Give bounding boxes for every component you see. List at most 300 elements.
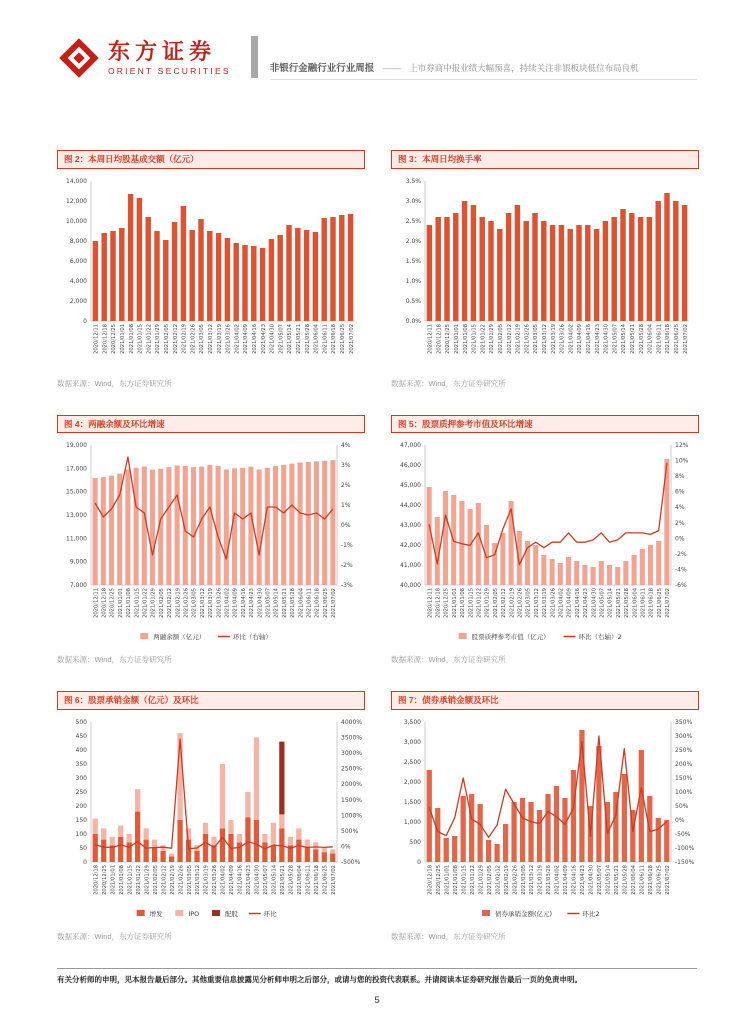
svg-text:7,000: 7,000: [69, 582, 87, 590]
svg-text:13,000: 13,000: [66, 512, 87, 520]
orient-securities-logo: [57, 36, 231, 80]
svg-text:2021/04/30: 2021/04/30: [588, 864, 595, 895]
svg-text:2021/02/12: 2021/02/12: [501, 588, 508, 619]
figure-5-title: 图 5：股票质押参考市值及环比增速: [391, 415, 699, 434]
svg-text:2021/03/12: 2021/03/12: [195, 864, 202, 895]
svg-text:8%: 8%: [675, 473, 685, 481]
svg-text:2021/06/25: 2021/06/25: [656, 864, 663, 895]
svg-text:2021/04/16: 2021/04/16: [574, 588, 581, 619]
figure-6-canvas: [57, 714, 365, 929]
svg-text:2021/02/19: 2021/02/19: [175, 588, 182, 619]
svg-text:2021/05/07: 2021/05/07: [263, 864, 270, 895]
svg-text:2021/01/08: 2021/01/08: [126, 588, 133, 619]
svg-text:2020/12/18: 2020/12/18: [93, 864, 100, 895]
svg-text:2021/03/05: 2021/03/05: [533, 323, 540, 354]
svg-text:2021/03/26: 2021/03/26: [546, 864, 553, 895]
page-number: 5: [374, 995, 380, 1006]
svg-text:2021/03/19: 2021/03/19: [542, 588, 549, 619]
svg-text:2020/12/11: 2020/12/11: [427, 323, 434, 354]
svg-text:2021/04/23: 2021/04/23: [583, 588, 590, 619]
svg-text:2021/04/16: 2021/04/16: [571, 864, 578, 895]
svg-text:2021/05/21: 2021/05/21: [281, 588, 288, 619]
svg-text:2021/06/04: 2021/06/04: [647, 323, 654, 354]
svg-text:350: 350: [75, 760, 87, 768]
svg-text:10,000: 10,000: [66, 217, 87, 225]
svg-text:2021/01/15: 2021/01/15: [468, 588, 475, 619]
svg-text:2021/01/29: 2021/01/29: [150, 588, 157, 619]
svg-text:-2%: -2%: [341, 562, 353, 570]
svg-text:2021/05/07: 2021/05/07: [612, 323, 619, 354]
svg-text:200: 200: [75, 802, 87, 810]
svg-text:4%: 4%: [341, 442, 351, 450]
figure-6-source: 数据来源：Wind，东方证券研究所: [57, 931, 172, 941]
svg-text:2021/01/22: 2021/01/22: [146, 323, 153, 354]
svg-text:2020/12/25: 2020/12/25: [435, 864, 442, 895]
figure-2-title: 图 2：本周日均股基成交额（亿元）: [57, 150, 365, 169]
svg-text:2,500: 2,500: [403, 758, 421, 766]
svg-text:2020/12/25: 2020/12/25: [111, 323, 118, 354]
svg-text:0: 0: [83, 317, 87, 325]
svg-text:2021/02/26: 2021/02/26: [178, 864, 185, 895]
figure-5-source: 数据来源：Wind，东方证券研究所: [391, 655, 506, 665]
svg-text:42,000: 42,000: [400, 542, 421, 550]
svg-text:2021/02/12: 2021/02/12: [495, 864, 502, 895]
svg-text:1,500: 1,500: [403, 798, 421, 806]
svg-text:2021/01/29: 2021/01/29: [155, 323, 162, 354]
svg-text:100%: 100%: [675, 788, 693, 796]
svg-text:6%: 6%: [675, 488, 685, 496]
svg-text:400: 400: [75, 746, 87, 754]
svg-text:2021/04/16: 2021/04/16: [240, 588, 247, 619]
svg-text:2021/05/14: 2021/05/14: [271, 864, 278, 895]
svg-text:2021/02/05: 2021/02/05: [164, 323, 170, 354]
svg-text:2021/01/08: 2021/01/08: [118, 864, 125, 895]
svg-text:2021/06/18: 2021/06/18: [314, 588, 321, 619]
svg-text:2021/06/04: 2021/06/04: [298, 588, 305, 619]
figure-4-title: 图 4：两融余额及环比增速: [57, 415, 365, 434]
svg-text:2021/04/30: 2021/04/30: [254, 864, 261, 895]
svg-text:2021/02/26: 2021/02/26: [512, 864, 519, 895]
svg-text:2021/04/02: 2021/04/02: [234, 323, 241, 354]
figure-7: [391, 691, 699, 942]
svg-text:2021/02/19: 2021/02/19: [181, 323, 188, 354]
svg-text:40,000: 40,000: [400, 582, 421, 590]
svg-text:2021/05/28: 2021/05/28: [288, 864, 295, 895]
svg-text:2021/02/12: 2021/02/12: [506, 323, 513, 354]
svg-text:3500%: 3500%: [341, 734, 362, 742]
svg-text:2021/06/25: 2021/06/25: [322, 588, 329, 619]
svg-text:2020/12/25: 2020/12/25: [445, 323, 452, 354]
svg-text:11,000: 11,000: [66, 535, 87, 543]
svg-text:配股: 配股: [225, 909, 239, 918]
orient-securities-logo-icon: [57, 36, 101, 80]
svg-text:350%: 350%: [675, 718, 693, 726]
svg-text:8,000: 8,000: [69, 237, 87, 245]
svg-text:2021/03/12: 2021/03/12: [199, 588, 206, 619]
svg-text:-100%: -100%: [675, 844, 695, 852]
svg-text:6,000: 6,000: [69, 257, 87, 265]
brand-text: [108, 40, 231, 76]
svg-text:1.5%: 1.5%: [405, 257, 421, 265]
svg-text:2021/03/12: 2021/03/12: [542, 323, 548, 354]
svg-text:45,000: 45,000: [400, 482, 421, 490]
svg-text:0: 0: [417, 858, 421, 866]
svg-text:15,000: 15,000: [66, 488, 87, 496]
brand-name-cn: 东方证券: [108, 38, 217, 64]
report-headline: 上市券商中报业绩大幅预喜，持续关注非银板块低位布局良机: [409, 63, 639, 73]
svg-text:2021/03/19: 2021/03/19: [216, 323, 223, 354]
svg-text:2021/04/23: 2021/04/23: [246, 864, 253, 895]
svg-text:2021/04/02: 2021/04/02: [554, 864, 561, 895]
svg-text:2021/03/05: 2021/03/05: [525, 588, 532, 619]
svg-text:2021/01/22: 2021/01/22: [480, 323, 487, 354]
svg-text:2%: 2%: [341, 482, 351, 490]
svg-text:2021/02/26: 2021/02/26: [183, 588, 190, 619]
svg-text:2021/04/30: 2021/04/30: [269, 323, 276, 354]
svg-text:2021/04/09: 2021/04/09: [577, 323, 584, 354]
svg-text:2021/01/22: 2021/01/22: [476, 588, 483, 619]
svg-text:2021/03/26: 2021/03/26: [216, 588, 223, 619]
svg-text:2021/03/26: 2021/03/26: [225, 323, 232, 354]
svg-text:2021/02/05: 2021/02/05: [152, 864, 159, 895]
svg-text:2021/03/05: 2021/03/05: [199, 323, 206, 354]
svg-text:2021/03/26: 2021/03/26: [550, 588, 557, 619]
svg-text:2021/06/11: 2021/06/11: [640, 588, 647, 619]
svg-text:2021/01/29: 2021/01/29: [144, 864, 151, 895]
svg-text:2021/03/12: 2021/03/12: [533, 588, 540, 619]
svg-text:2021/03/26: 2021/03/26: [212, 864, 219, 895]
svg-text:2021/01/08: 2021/01/08: [452, 864, 459, 895]
svg-text:2021/02/19: 2021/02/19: [509, 588, 516, 619]
svg-text:2021/06/25: 2021/06/25: [322, 864, 329, 895]
svg-text:2021/02/19: 2021/02/19: [503, 864, 510, 895]
svg-text:2021/05/21: 2021/05/21: [630, 323, 636, 354]
svg-text:300%: 300%: [675, 732, 693, 740]
figure-3-source: 数据来源：Wind，东方证券研究所: [391, 378, 506, 388]
svg-text:2021/02/05: 2021/02/05: [498, 323, 504, 354]
svg-text:2021/05/21: 2021/05/21: [296, 323, 302, 354]
svg-text:0%: 0%: [675, 816, 685, 824]
svg-text:两融余额（亿元）: 两融余额（亿元）: [153, 633, 206, 642]
svg-text:19,000: 19,000: [66, 442, 87, 450]
figure-3-canvas: [391, 173, 699, 376]
svg-text:12%: 12%: [675, 442, 689, 450]
svg-text:2020/12/25: 2020/12/25: [443, 588, 450, 619]
svg-text:环比（右轴）2: 环比（右轴）2: [578, 633, 622, 642]
svg-text:2.0%: 2.0%: [405, 237, 421, 245]
svg-text:2021/06/11: 2021/06/11: [656, 323, 663, 354]
svg-text:环比: 环比: [263, 909, 277, 918]
svg-text:2021/03/19: 2021/03/19: [203, 864, 210, 895]
figure-7-source: 数据来源：Wind，东方证券研究所: [391, 931, 506, 941]
svg-text:-6%: -6%: [675, 582, 687, 590]
svg-text:-1%: -1%: [341, 542, 353, 550]
svg-text:2021/01/15: 2021/01/15: [461, 864, 468, 895]
svg-text:2021/06/18: 2021/06/18: [648, 588, 655, 619]
svg-text:2021/04/23: 2021/04/23: [249, 588, 256, 619]
svg-text:450: 450: [75, 732, 87, 740]
svg-text:2021/02/19: 2021/02/19: [169, 864, 176, 895]
svg-text:2021/03/05: 2021/03/05: [186, 864, 193, 895]
svg-text:2021/06/18: 2021/06/18: [647, 864, 654, 895]
svg-text:2021/02/26: 2021/02/26: [524, 323, 531, 354]
svg-text:2021/03/19: 2021/03/19: [208, 588, 215, 619]
svg-text:2021/04/09: 2021/04/09: [243, 323, 250, 354]
svg-text:环比（右轴）: 环比（右轴）: [232, 633, 272, 642]
svg-text:2020/12/18: 2020/12/18: [435, 588, 442, 619]
svg-text:2021/05/07: 2021/05/07: [597, 864, 604, 895]
svg-text:2021/06/11: 2021/06/11: [305, 864, 312, 895]
svg-text:2021/04/02: 2021/04/02: [568, 323, 575, 354]
svg-text:2021/04/02: 2021/04/02: [224, 588, 231, 619]
svg-text:3.0%: 3.0%: [405, 197, 421, 205]
svg-text:2021/04/30: 2021/04/30: [591, 588, 598, 619]
svg-text:2020/12/25: 2020/12/25: [101, 864, 108, 895]
svg-text:3%: 3%: [341, 462, 351, 470]
svg-text:2021/06/18: 2021/06/18: [331, 323, 338, 354]
svg-text:2021/06/04: 2021/06/04: [297, 864, 304, 895]
svg-text:4000%: 4000%: [341, 718, 362, 726]
svg-text:2021/03/12: 2021/03/12: [529, 864, 536, 895]
svg-text:2021/07/02: 2021/07/02: [348, 323, 355, 354]
svg-text:2021/01/29: 2021/01/29: [489, 323, 496, 354]
svg-text:2021/03/26: 2021/03/26: [559, 323, 566, 354]
svg-text:2,000: 2,000: [403, 778, 421, 786]
svg-text:10%: 10%: [675, 457, 689, 465]
svg-text:2,000: 2,000: [69, 297, 87, 305]
figure-6: [57, 691, 365, 942]
svg-text:2021/01/22: 2021/01/22: [142, 588, 149, 619]
svg-text:2021/06/04: 2021/06/04: [632, 588, 639, 619]
svg-text:0%: 0%: [675, 535, 685, 543]
svg-text:2021/02/26: 2021/02/26: [190, 323, 197, 354]
svg-text:2021/04/02: 2021/04/02: [558, 588, 565, 619]
svg-text:2021/01/29: 2021/01/29: [484, 588, 491, 619]
svg-text:44,000: 44,000: [400, 502, 421, 510]
svg-text:2021/01/15: 2021/01/15: [134, 588, 141, 619]
svg-text:2021/04/16: 2021/04/16: [237, 864, 244, 895]
svg-text:2021/04/09: 2021/04/09: [566, 588, 573, 619]
svg-text:2021/01/08: 2021/01/08: [460, 588, 467, 619]
svg-text:150%: 150%: [675, 774, 693, 782]
svg-text:2021/06/04: 2021/06/04: [631, 864, 638, 895]
svg-text:2020/12/11: 2020/12/11: [93, 588, 100, 619]
svg-text:2021/07/02: 2021/07/02: [331, 588, 338, 619]
brand-name-en: ORIENT SECURITIES: [108, 66, 231, 77]
svg-text:47,000: 47,000: [400, 442, 421, 450]
svg-text:2021/04/16: 2021/04/16: [252, 323, 258, 354]
svg-text:2020/12/18: 2020/12/18: [436, 323, 443, 354]
svg-text:2021/04/09: 2021/04/09: [229, 864, 236, 895]
svg-text:2021/05/21: 2021/05/21: [614, 864, 621, 895]
svg-text:500%: 500%: [341, 827, 359, 835]
svg-text:17,000: 17,000: [66, 465, 87, 473]
svg-text:2021/07/02: 2021/07/02: [665, 588, 672, 619]
report-series: 非银行金融行业行业周报: [269, 63, 375, 74]
svg-text:2500%: 2500%: [341, 765, 362, 773]
svg-text:50: 50: [79, 844, 87, 852]
svg-text:2021/04/23: 2021/04/23: [594, 323, 601, 354]
svg-text:2021/06/25: 2021/06/25: [656, 588, 663, 619]
svg-text:2021/04/30: 2021/04/30: [257, 588, 264, 619]
svg-text:2020/12/11: 2020/12/11: [93, 323, 100, 354]
svg-text:2021/06/18: 2021/06/18: [665, 323, 672, 354]
svg-text:2021/05/07: 2021/05/07: [278, 323, 285, 354]
svg-text:2021/01/01: 2021/01/01: [444, 864, 451, 895]
svg-text:2021/02/12: 2021/02/12: [172, 323, 179, 354]
svg-text:1.0%: 1.0%: [405, 277, 421, 285]
svg-text:41,000: 41,000: [400, 562, 421, 570]
svg-text:2021/06/11: 2021/06/11: [639, 864, 646, 895]
page-footer: [57, 968, 697, 1007]
svg-text:-500%: -500%: [341, 858, 361, 866]
footer-disclaimer: 有关分析师的申明，见本报告最后部分。其他重要信息披露见分析师申明之后部分，或请与您的投资代表联系。并请阅读本证券研究报告最后一页的免责申明。: [57, 968, 697, 986]
svg-text:2021/04/02: 2021/04/02: [220, 864, 227, 895]
svg-text:3.5%: 3.5%: [405, 177, 421, 185]
svg-text:2021/01/01: 2021/01/01: [110, 864, 117, 895]
svg-text:3000%: 3000%: [341, 749, 362, 757]
svg-text:250%: 250%: [675, 746, 693, 754]
svg-text:0: 0: [83, 858, 87, 866]
svg-text:2021/07/02: 2021/07/02: [664, 864, 671, 895]
svg-text:2021/03/05: 2021/03/05: [191, 588, 198, 619]
svg-text:3,500: 3,500: [403, 718, 421, 726]
svg-text:2021/05/14: 2021/05/14: [621, 323, 628, 354]
figure-3: [391, 150, 699, 389]
svg-text:2021/05/14: 2021/05/14: [607, 588, 614, 619]
svg-text:2021/01/22: 2021/01/22: [469, 864, 476, 895]
svg-text:500: 500: [409, 838, 421, 846]
svg-text:债券承销金额(亿元): 债券承销金额(亿元): [495, 909, 553, 918]
svg-text:2021/01/15: 2021/01/15: [127, 864, 134, 895]
svg-text:2020/12/18: 2020/12/18: [102, 323, 109, 354]
svg-text:2021/04/09: 2021/04/09: [232, 588, 239, 619]
figure-2: [57, 150, 365, 389]
svg-text:增发: 增发: [149, 909, 163, 918]
svg-text:14,000: 14,000: [66, 177, 87, 185]
svg-text:2021/04/16: 2021/04/16: [586, 323, 592, 354]
svg-text:3,000: 3,000: [403, 738, 421, 746]
svg-text:2021/03/05: 2021/03/05: [520, 864, 527, 895]
svg-text:2020/12/18: 2020/12/18: [427, 864, 434, 895]
svg-text:2021/02/12: 2021/02/12: [167, 588, 174, 619]
svg-text:100: 100: [75, 830, 87, 838]
figure-3-title: 图 3：本周日均换手率: [391, 150, 699, 169]
svg-text:环比2: 环比2: [582, 909, 600, 918]
svg-text:9,000: 9,000: [69, 558, 87, 566]
svg-text:2021/01/29: 2021/01/29: [478, 864, 485, 895]
svg-text:2021/06/18: 2021/06/18: [313, 864, 320, 895]
figure-6-title: 图 6：股票承销金额（亿元）及环比: [57, 691, 365, 710]
svg-text:-3%: -3%: [341, 582, 353, 590]
svg-text:2021/01/22: 2021/01/22: [135, 864, 142, 895]
svg-text:2021/05/21: 2021/05/21: [280, 864, 287, 895]
svg-text:-150%: -150%: [675, 858, 695, 866]
header-dash: ——: [382, 63, 401, 73]
page-header: [57, 36, 697, 80]
svg-text:2021/01/08: 2021/01/08: [462, 323, 469, 354]
svg-text:2021/04/09: 2021/04/09: [563, 864, 570, 895]
svg-text:2020/12/25: 2020/12/25: [109, 588, 116, 619]
svg-text:43,000: 43,000: [400, 522, 421, 530]
svg-text:0%: 0%: [341, 522, 351, 530]
svg-text:2021/01/01: 2021/01/01: [120, 323, 126, 354]
header-divider: [251, 36, 258, 78]
svg-text:2021/04/23: 2021/04/23: [260, 323, 267, 354]
svg-text:2021/05/14: 2021/05/14: [287, 323, 294, 354]
svg-text:2021/05/14: 2021/05/14: [605, 864, 612, 895]
svg-text:2021/05/28: 2021/05/28: [638, 323, 645, 354]
svg-text:2021/01/01: 2021/01/01: [117, 588, 124, 619]
svg-text:150: 150: [75, 816, 87, 824]
svg-text:50%: 50%: [675, 802, 689, 810]
svg-text:2021/05/28: 2021/05/28: [304, 323, 311, 354]
svg-text:2021/07/02: 2021/07/02: [682, 323, 689, 354]
svg-text:2%: 2%: [675, 520, 685, 528]
report-header-text: [270, 58, 697, 80]
svg-text:2021/05/14: 2021/05/14: [273, 588, 280, 619]
svg-text:2021/02/05: 2021/02/05: [492, 588, 499, 619]
svg-text:0.0%: 0.0%: [405, 317, 421, 325]
svg-text:2021/02/05: 2021/02/05: [158, 588, 165, 619]
svg-text:4,000: 4,000: [69, 277, 87, 285]
svg-text:1%: 1%: [341, 502, 351, 510]
figure-5-canvas: [391, 437, 699, 652]
svg-text:2000%: 2000%: [341, 781, 362, 789]
svg-text:2021/01/15: 2021/01/15: [137, 323, 144, 354]
svg-text:2021/02/05: 2021/02/05: [486, 864, 493, 895]
svg-text:0.5%: 0.5%: [405, 297, 421, 305]
figure-4-canvas: [57, 437, 365, 652]
svg-text:2021/06/25: 2021/06/25: [340, 323, 346, 354]
svg-text:2021/03/19: 2021/03/19: [550, 323, 557, 354]
svg-text:300: 300: [75, 774, 87, 782]
svg-text:12,000: 12,000: [66, 197, 87, 205]
svg-text:0%: 0%: [341, 843, 351, 851]
svg-text:2021/01/01: 2021/01/01: [451, 588, 458, 619]
svg-text:2021/02/26: 2021/02/26: [517, 588, 524, 619]
figure-2-source: 数据来源：Wind，东方证券研究所: [57, 378, 172, 388]
charts-grid: [57, 150, 699, 942]
svg-text:2021/04/30: 2021/04/30: [603, 323, 610, 354]
svg-text:2021/01/01: 2021/01/01: [454, 323, 460, 354]
svg-text:2021/07/02: 2021/07/02: [330, 864, 337, 895]
svg-text:2021/01/15: 2021/01/15: [471, 323, 478, 354]
svg-text:46,000: 46,000: [400, 462, 421, 470]
svg-text:2021/06/04: 2021/06/04: [313, 323, 320, 354]
svg-text:2021/06/25: 2021/06/25: [674, 323, 680, 354]
svg-text:200%: 200%: [675, 760, 693, 768]
figure-4: [57, 415, 365, 666]
svg-text:2021/05/28: 2021/05/28: [290, 588, 297, 619]
svg-text:250: 250: [75, 788, 87, 796]
svg-text:1,000: 1,000: [403, 818, 421, 826]
svg-text:2021/06/11: 2021/06/11: [306, 588, 313, 619]
svg-text:4%: 4%: [675, 504, 685, 512]
svg-text:股票质押参考市值（亿元）: 股票质押参考市值（亿元）: [471, 633, 550, 642]
svg-text:2021/01/08: 2021/01/08: [128, 323, 135, 354]
svg-text:2021/05/21: 2021/05/21: [615, 588, 622, 619]
svg-text:-2%: -2%: [675, 551, 687, 559]
svg-text:1500%: 1500%: [341, 796, 362, 804]
svg-text:2021/05/07: 2021/05/07: [599, 588, 606, 619]
svg-text:2021/03/12: 2021/03/12: [208, 323, 214, 354]
svg-text:-50%: -50%: [675, 830, 691, 838]
svg-text:2020/12/18: 2020/12/18: [101, 588, 108, 619]
svg-text:2021/02/19: 2021/02/19: [515, 323, 522, 354]
figure-4-source: 数据来源：Wind，东方证券研究所: [57, 655, 172, 665]
figure-7-canvas: [391, 714, 699, 929]
